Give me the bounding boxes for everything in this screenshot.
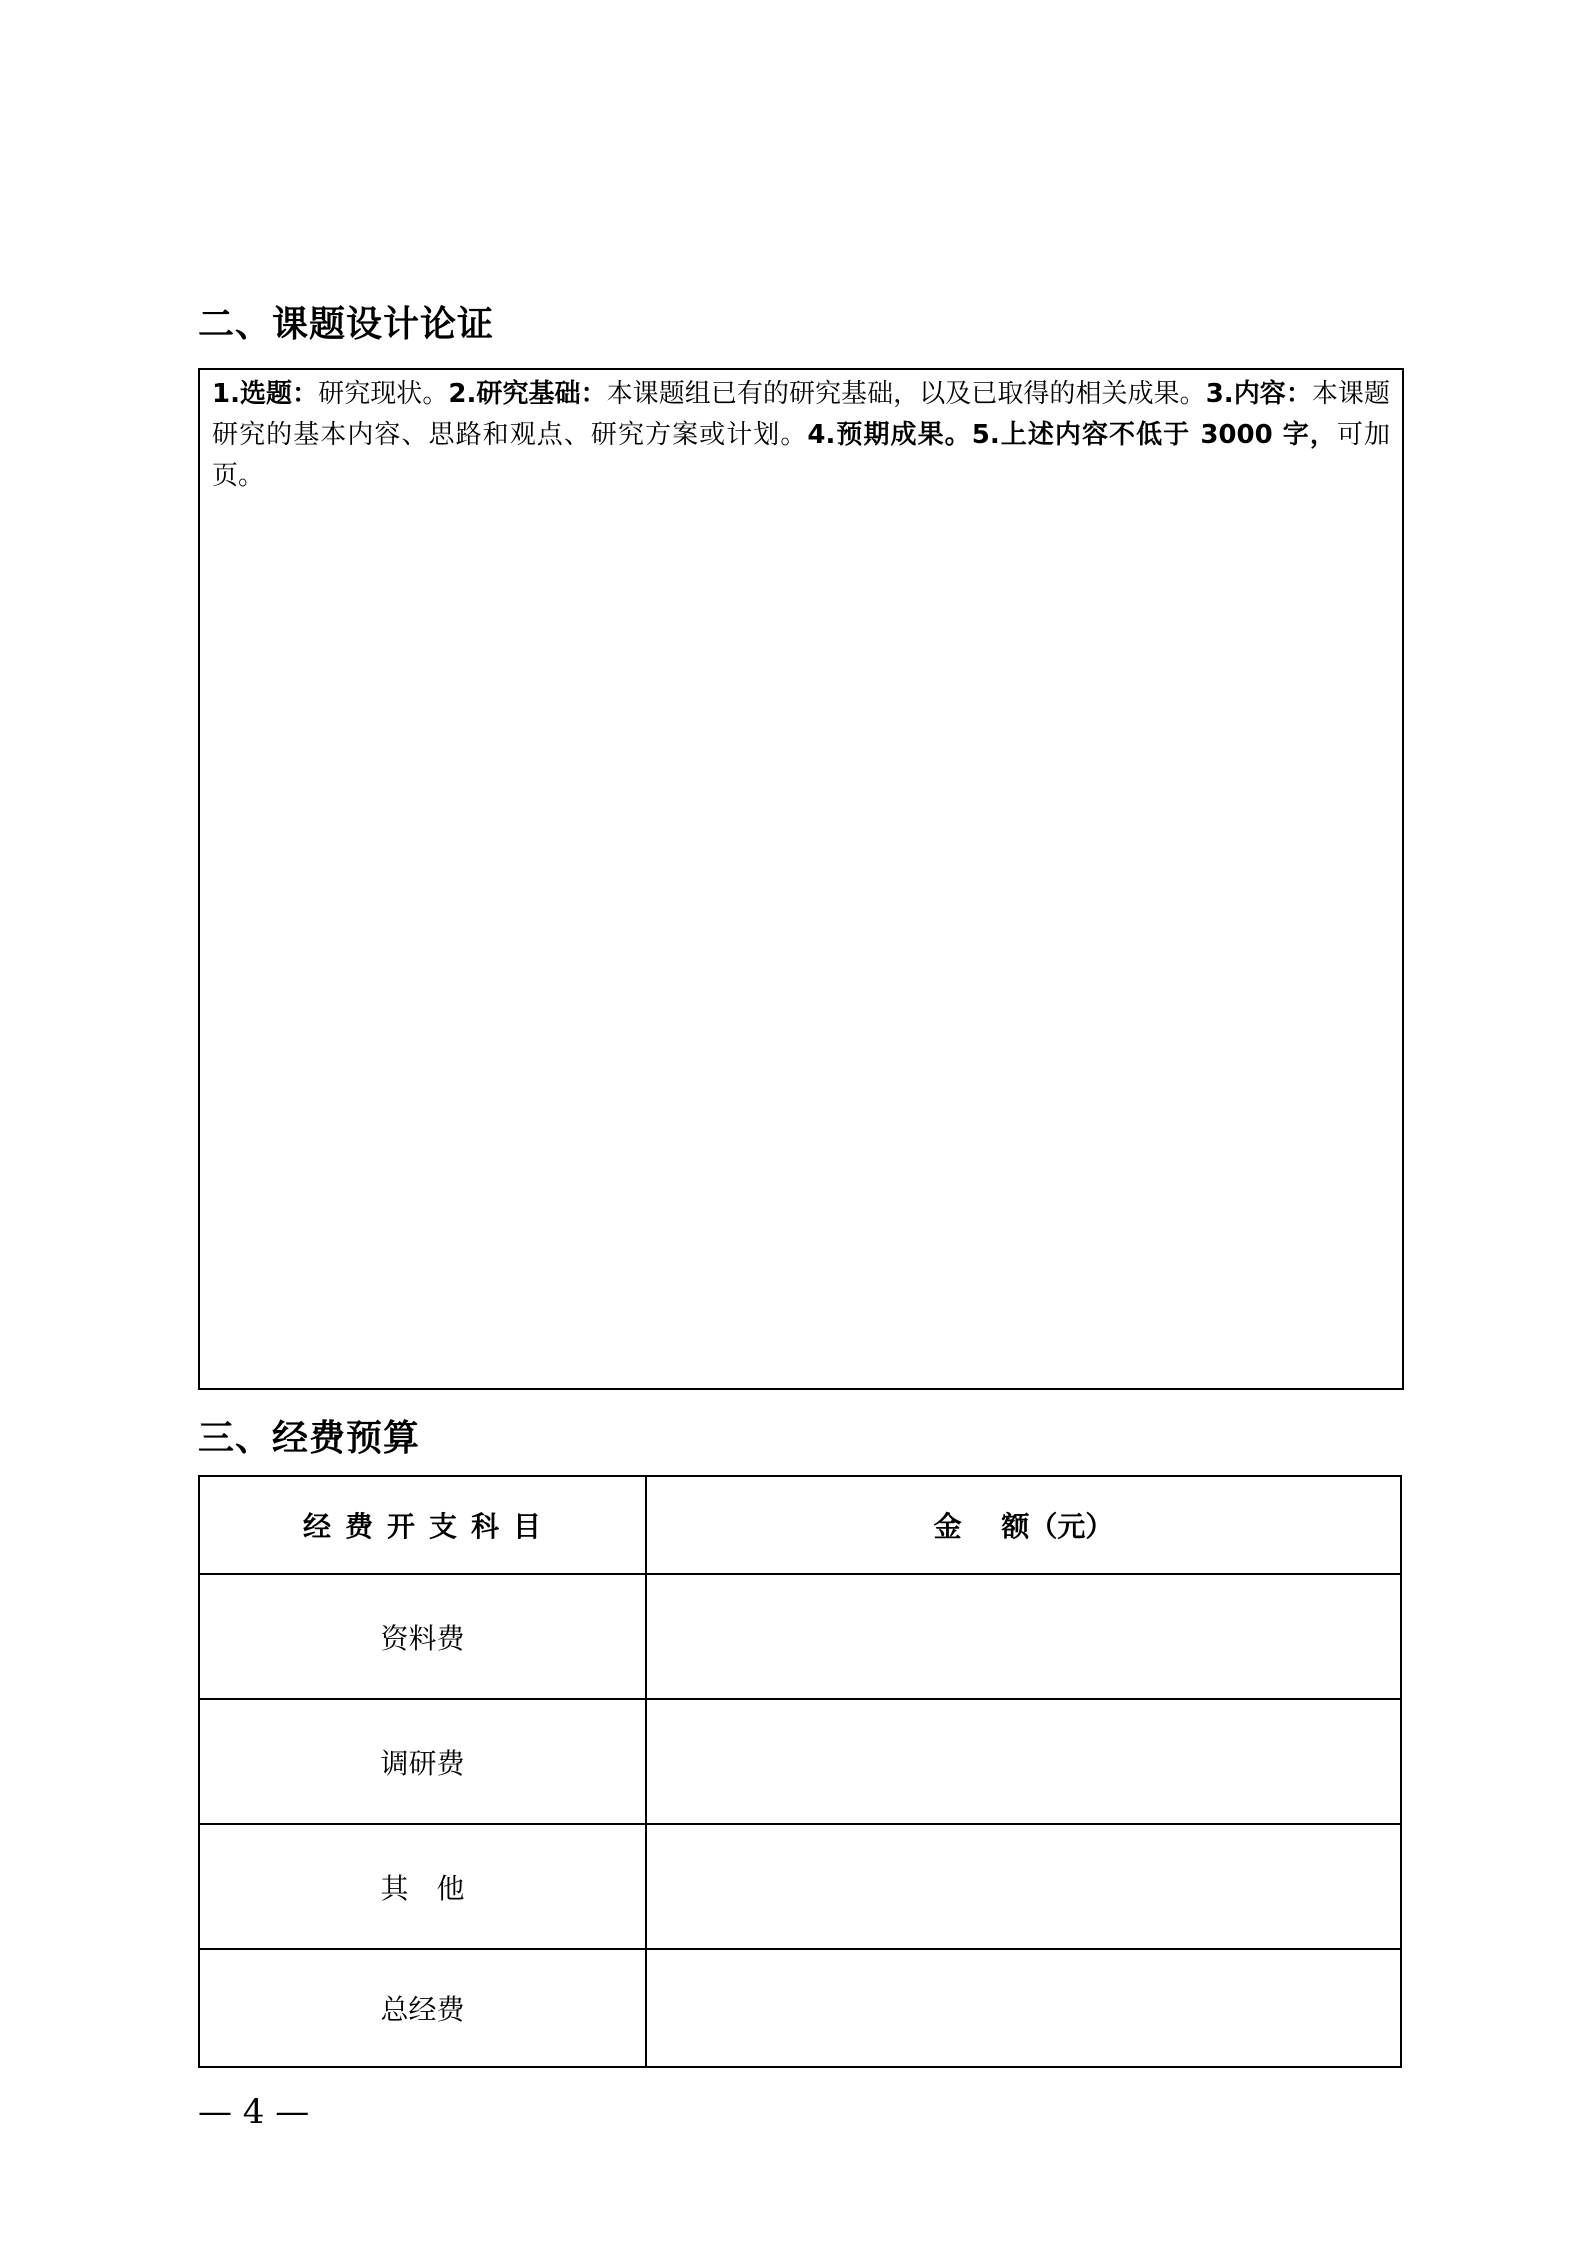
instr-content-text: 本课题研究的基本内容、思路和观点、研究方案或计划。: [212, 379, 1390, 450]
header-amount: 金 额（元）: [646, 1476, 1401, 1574]
expense-item-materials: 资料费: [199, 1574, 646, 1699]
table-row: [199, 1574, 1401, 1699]
instr-outcome-text: 可加页。: [212, 420, 1390, 491]
budget-header-row: [199, 1476, 1401, 1574]
amount-cell-materials[interactable]: [646, 1574, 1401, 1699]
instr-basis-text: 本课题组已有的研究基础，以及已取得的相关成果。: [606, 379, 1206, 409]
expense-item-other: 其 他: [199, 1824, 646, 1949]
expense-item-total: 总经费: [199, 1949, 646, 2067]
instr-topic-text: 研究现状。: [318, 379, 449, 409]
budget-table: [198, 1475, 1402, 2068]
header-expense-item: 经费开支科目: [199, 1476, 646, 1574]
instr-topic-label: 1.选题：: [212, 379, 319, 409]
instr-outcome-label: 4.预期成果。5.上述内容不低于 3000 字，: [807, 420, 1337, 450]
amount-cell-research[interactable]: [646, 1699, 1401, 1824]
table-row: [199, 1949, 1401, 2067]
section-2-title: 二、课题设计论证: [198, 304, 495, 345]
page-number: — 4 —: [198, 2092, 310, 2132]
instr-basis-label: 2.研究基础：: [448, 379, 607, 409]
section-3-title: 三、经费预算: [198, 1418, 421, 1459]
design-argument-box[interactable]: [198, 368, 1404, 1390]
table-row: [199, 1699, 1401, 1824]
expense-item-research: 调研费: [199, 1699, 646, 1824]
amount-cell-total[interactable]: [646, 1949, 1401, 2067]
amount-cell-other[interactable]: [646, 1824, 1401, 1949]
instr-content-label: 3.内容：: [1205, 379, 1312, 409]
table-row: [199, 1824, 1401, 1949]
